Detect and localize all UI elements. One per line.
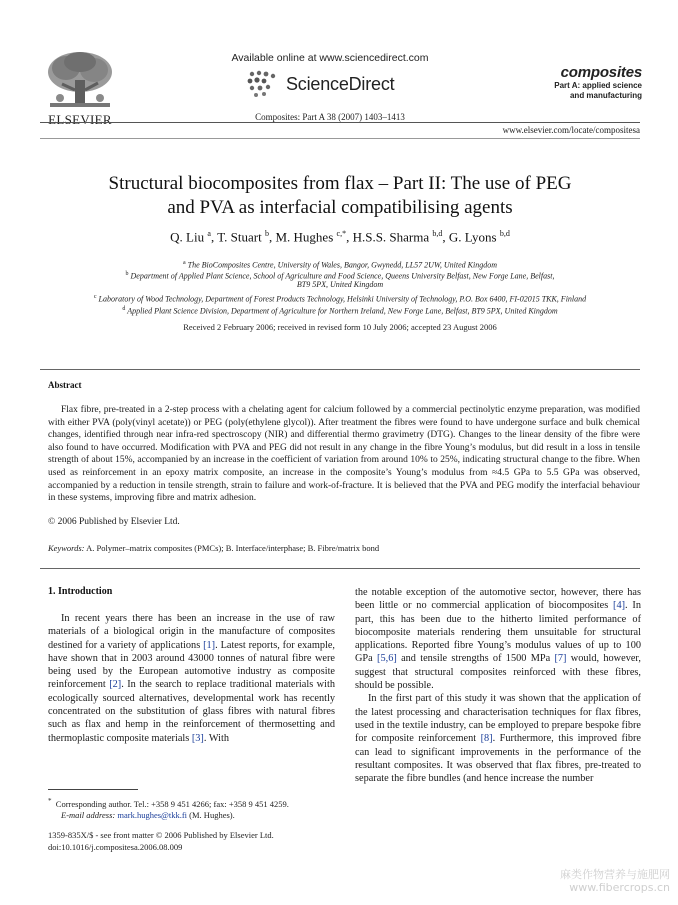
author-affiliation-mark[interactable]: b xyxy=(264,229,269,238)
author-name[interactable]: M. Hughes xyxy=(275,229,334,245)
body-text: and tensile strengths of 1500 MPa xyxy=(396,653,555,665)
intro-paragraph-1-cont xyxy=(355,586,641,692)
footnote-line-2 xyxy=(48,810,338,821)
abstract-divider-bottom xyxy=(40,568,640,569)
body-text: . With xyxy=(203,732,229,744)
journal-reference: Composites: Part A 38 (2007) 1403–1413 xyxy=(255,112,405,122)
author-name[interactable]: G. Lyons xyxy=(448,229,497,245)
available-online-text[interactable]: Available online at www.sciencedirect.com xyxy=(231,52,429,64)
masthead-divider xyxy=(40,122,640,123)
affiliation-text: BT9 5PX, United Kingdom xyxy=(296,280,384,289)
abstract-heading: Abstract xyxy=(48,380,82,390)
site-watermark xyxy=(510,868,670,894)
citation-link[interactable]: [8] xyxy=(480,733,493,745)
body-text: . Furthermore, this improved fibre can lead to significant improvements in the performance of the resultant composites. It was observed that flax fibres, pre-treated to separate the fibre bundles (and hence increase the number xyxy=(355,733,641,785)
author-affiliation-mark[interactable]: c,* xyxy=(336,229,347,238)
author-name[interactable]: T. Stuart xyxy=(217,229,262,245)
abstract-copyright: © 2006 Published by Elsevier Ltd. xyxy=(48,517,180,527)
affiliation-text: Laboratory of Wood Technology, Department of Forest Products Technology, Helsinki University of Technology, P.O. Box 6400, FI-02015 TKK, Finland xyxy=(98,294,587,304)
citation-link[interactable]: [2] xyxy=(109,679,122,691)
citation-link[interactable]: [4] xyxy=(613,600,626,612)
keywords-label: Keywords: xyxy=(48,543,85,553)
issn-line: 1359-835X/$ - see front matter © 2006 Published by Elsevier Ltd. xyxy=(48,830,274,840)
author-name[interactable]: Q. Liu xyxy=(170,229,205,245)
intro-paragraph-2 xyxy=(355,692,641,785)
body-text: would, however, suggest that structural composites reinforced with these fibres, should be possible. xyxy=(355,653,642,692)
footnote-line-1 xyxy=(48,796,338,810)
journal-subtitle-2: and manufacturing xyxy=(569,91,642,100)
affiliation-mark: a xyxy=(183,260,186,266)
body-text: . Latest reports, for example, have shown that in 2003 around 43000 tonnes of natural fibre were being used by the European automotive industry as composite reinforcement xyxy=(48,639,336,691)
intro-paragraph-1 xyxy=(48,612,335,745)
affiliation-d xyxy=(40,304,640,317)
body-column-right xyxy=(355,586,641,785)
email-link[interactable]: mark.hughes@tkk.fi xyxy=(117,809,188,820)
masthead-divider-lower xyxy=(40,138,640,139)
sciencedirect-wordmark: ScienceDirect xyxy=(286,74,395,94)
abstract-body xyxy=(48,404,640,505)
sciencedirect-logo xyxy=(200,70,460,98)
front-matter-info xyxy=(48,830,348,853)
body-text: the notable exception of the automotive sector, however, there has been little or no commercial application of biocomposites xyxy=(355,587,641,612)
affiliation-mark: c xyxy=(93,294,97,300)
sciencedirect-dots-icon xyxy=(246,70,282,98)
corresponding-author-footnote xyxy=(48,796,338,821)
footnote-star: * xyxy=(48,797,52,805)
affiliation-mark: d xyxy=(122,306,126,312)
footnote-divider xyxy=(48,789,138,790)
body-text: In the first part of this study it was shown that the application of the latest processing and characterisation techniques for flax fibres, used in the textile industry, can be employed to prepare bespoke fibre for composite reinforcement xyxy=(355,693,641,745)
affiliation-mark: b xyxy=(125,271,129,277)
abstract-paragraph: Flax fibre, pre-treated in a 2-step process with a chelating agent for calcium followed by a commercial pectinolytic enzyme preparation, was modified with either PVA (poly(vinyl acetate)) or PEG (poly(ethylene glycol)). After treatment the fibres were found to have undergone surface and bulk chemical changes, identified through near infra-red spectroscopy (NIR) and differential thermo gravimetry (DTG). Changes to the linear density of the fibre were also found to have occurred. Modification with PVA and PEG did not result in any change in the fibre Young’s modulus, but did result in a loss in tensile strength of about 15%, accompanied by an increase in the coefficient of variation from around 10% to 25%, indicating structural change to the fibre. When used as reinforcement in an epoxy matrix composite, an increase in the composite’s Young’s modulus from ≈4.5 GPa to 5.5 GPa was observed, accompanied by a reduction in tensile strength, strain to failure and work-of-fracture. It is believed that the PVA and PEG modify the interfacial behaviour in these systems, improving fibre and matrix adhesion. xyxy=(48,405,640,504)
footnote-contact: Corresponding author. Tel.: +358 9 451 4266; fax: +358 9 451 4259. xyxy=(55,798,289,809)
author-affiliation-mark[interactable]: b,d xyxy=(499,229,510,238)
author-affiliation-mark[interactable]: a xyxy=(207,229,211,238)
elsevier-tree-icon xyxy=(44,50,116,112)
affiliation-text: Department of Applied Plant Science, School of Agriculture and Food Science, Queens University Belfast, New Forge Lane, Belfast, xyxy=(130,271,555,281)
journal-subtitle-1: Part A: applied science xyxy=(554,81,642,90)
affiliation-c xyxy=(40,292,640,305)
affiliation-text: The BioComposites Centre, University of Wales, Bangor, Gwynedd, LL57 2UW, United Kingdom xyxy=(187,260,497,270)
email-suffix: (M. Hughes). xyxy=(189,809,235,820)
body-text: . In the search to replace traditional materials with ecologically sourced alternatives, developmental work has recently concentrated on the substitution of glass fibres with natural fibres such as flax and hemp in the reinforcement of thermosetting and thermoplastic composite materials xyxy=(48,679,335,744)
body-text: In recent years there has been an increase in the use of raw materials of a biological origin in the manufacture of composites destined for a variety of applications xyxy=(48,613,335,651)
journal-logo xyxy=(536,64,642,101)
watermark-line-2: www.fibercrops.cn xyxy=(569,881,670,894)
body-column-left xyxy=(48,612,335,745)
watermark-line-1: 麻类作物营养与施肥网 xyxy=(560,868,670,881)
title-line-1: Structural biocomposites from flax – Part II: The use of PEG xyxy=(108,173,572,194)
affiliation-b-cont xyxy=(40,280,640,290)
citation-link[interactable]: [5,6] xyxy=(377,653,397,665)
publisher-name: ELSEVIER xyxy=(48,112,112,127)
keywords-list: A. Polymer–matrix composites (PMCs); B. Interface/interphase; B. Fibre/matrix bond xyxy=(86,543,380,553)
citation-link[interactable]: [7] xyxy=(554,653,567,665)
author-list: Q. Liu $^a$, T. Stuart $^b$, M. Hughes $^{c,*}$, H.S.S. Sharma $^{b,d}$, G. Lyons $^{b,d}$ xyxy=(170,229,510,245)
elsevier-logo xyxy=(44,50,116,125)
body-text: . In part, this has been due to the hitherto limited performance of biocomposite materials rendering them unsuitable for structural applications. Reported fibre Young’s modulus values of up to 100 GPa xyxy=(355,600,641,665)
email-label: E-mail address: xyxy=(61,809,116,820)
author-name[interactable]: H.S.S. Sharma xyxy=(352,229,430,245)
citation-link[interactable]: [1] xyxy=(203,639,216,651)
keywords xyxy=(48,543,640,553)
received-dates: Received 2 February 2006; received in revised form 10 July 2006; accepted 23 August 2006 xyxy=(183,322,497,332)
title-line-2: and PVA as interfacial compatibilising agents xyxy=(167,197,513,218)
sciencedirect-block xyxy=(200,52,460,122)
abstract-divider-top xyxy=(40,369,640,370)
citation-link[interactable]: [3] xyxy=(191,732,204,744)
journal-url-link[interactable]: www.elsevier.com/locate/compositesa xyxy=(502,125,640,135)
journal-logo-word: composites xyxy=(560,64,642,81)
article-title xyxy=(40,172,640,220)
doi-line[interactable]: doi:10.1016/j.compositesa.2006.08.009 xyxy=(48,841,183,852)
section-heading-introduction: 1. Introduction xyxy=(48,586,113,597)
author-affiliation-mark[interactable]: b,d xyxy=(432,229,443,238)
affiliation-text: Applied Plant Science Division, Department of Agriculture for Northern Ireland, New Forge Lane, Belfast, BT9 5PX, United Kingdom xyxy=(127,306,558,316)
